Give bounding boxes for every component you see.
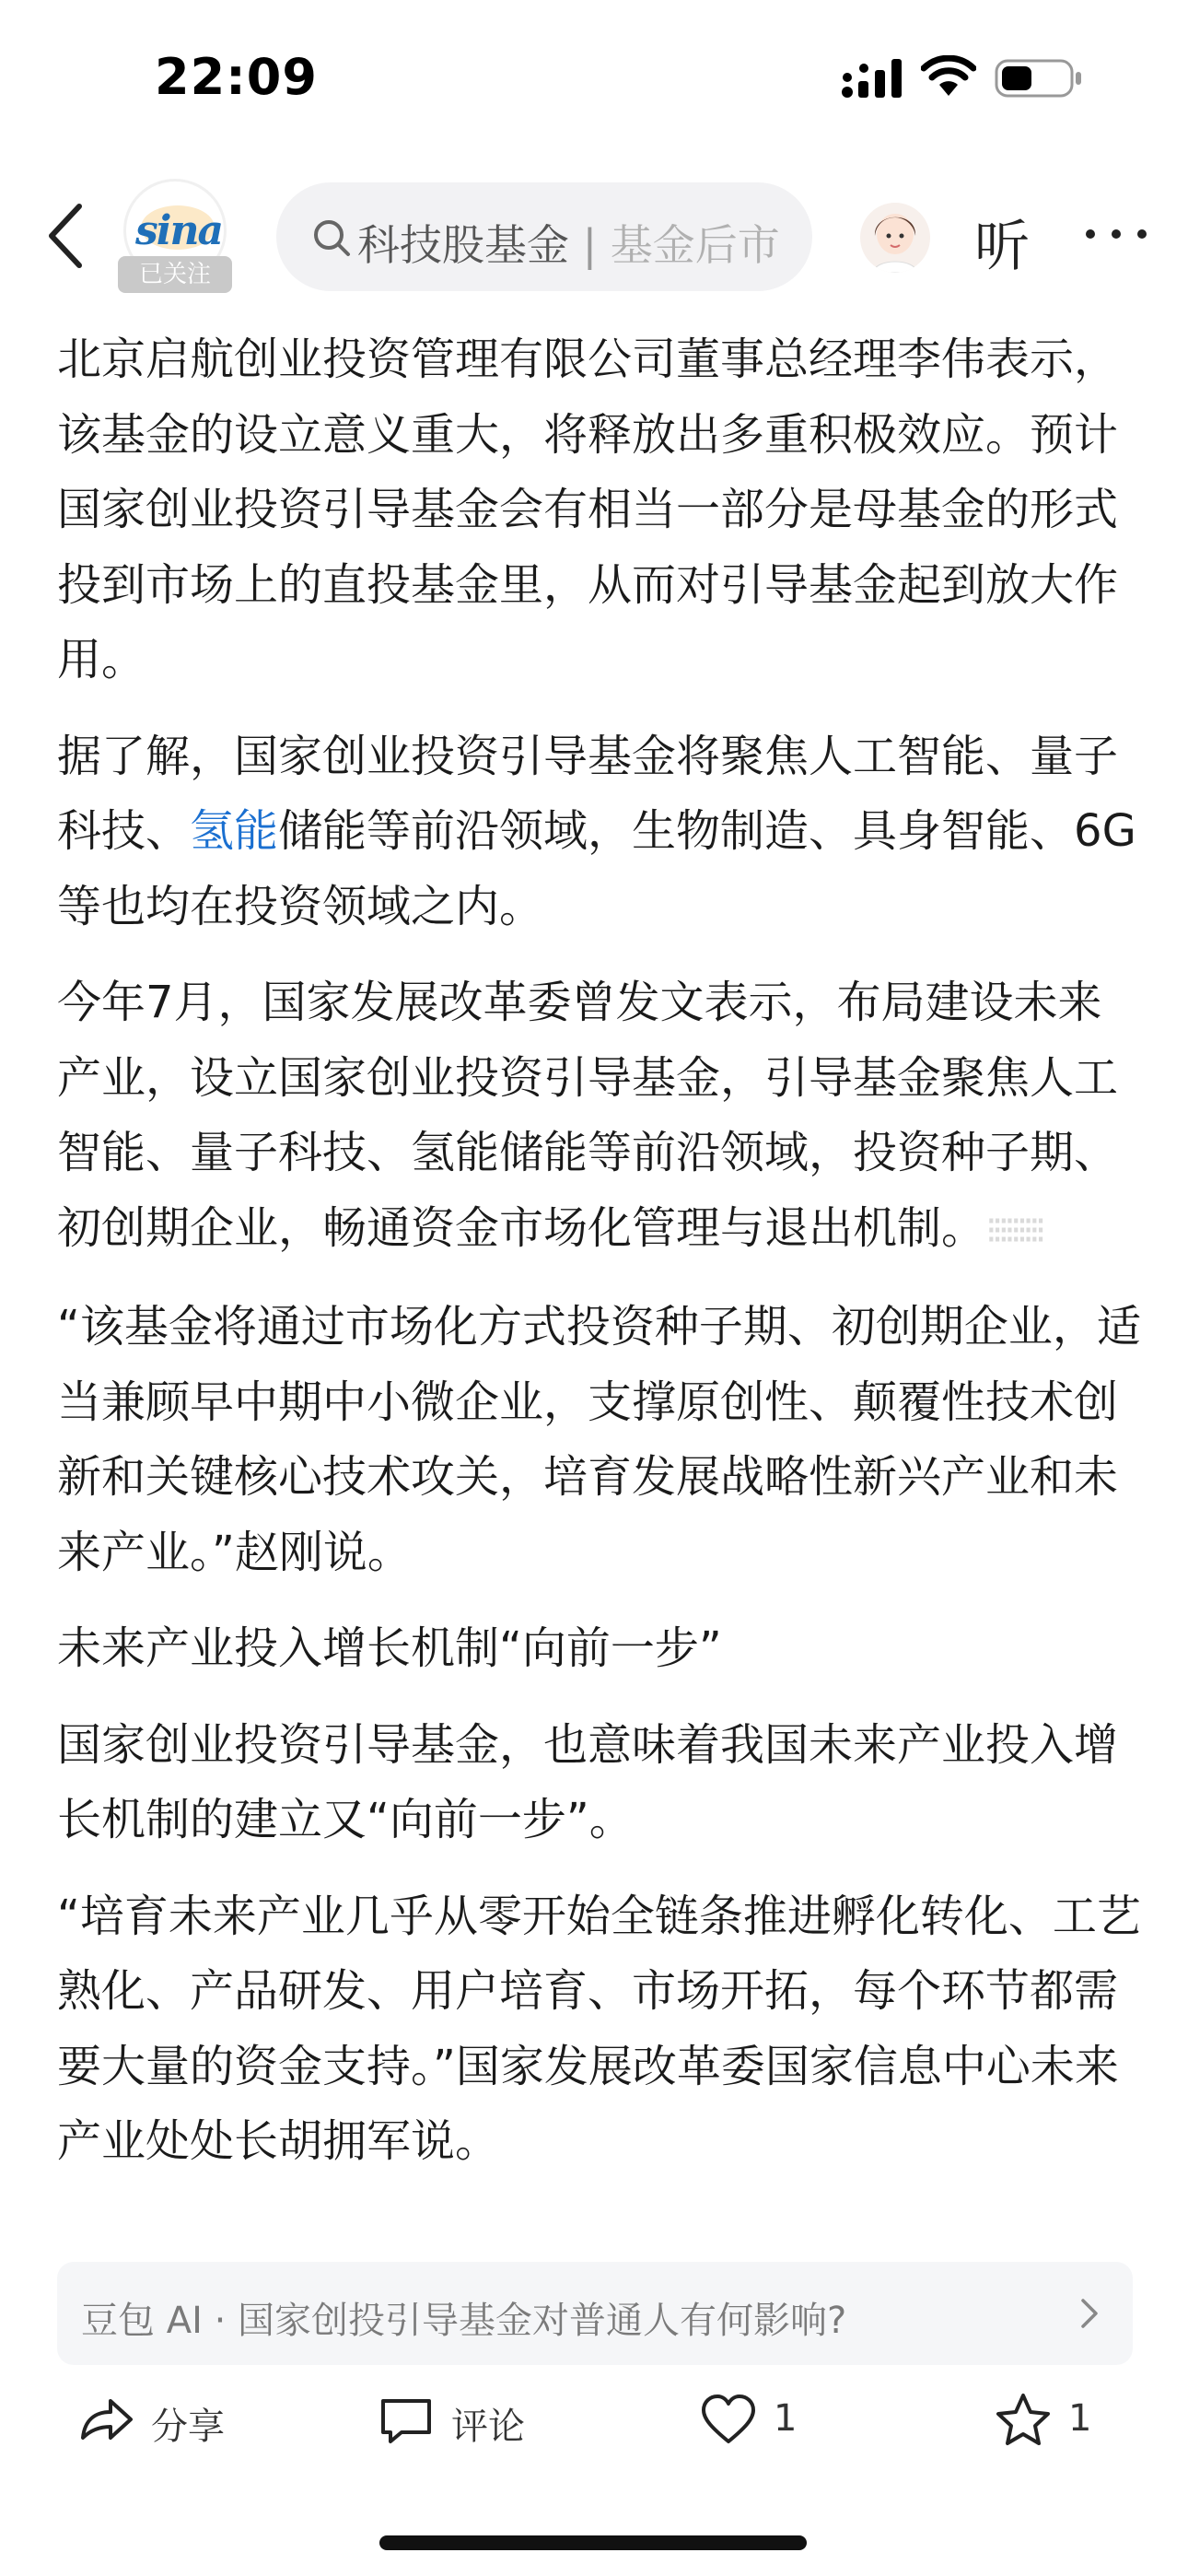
article-paragraph: 北京启航创业投资管理有限公司董事总经理李伟表示，该基金的设立意义重大，将释放出多重积极效应。预计国家创业投资引导基金会有相当一部分是母基金的形式投到市场上的直投基金里，从而对引导基金起到放大作用。 xyxy=(57,334,1119,685)
ai-suggestion-text: 豆包 AI · 国家创投引导基金对普通人有何影响? xyxy=(81,2300,847,2342)
article-paragraph xyxy=(57,720,1144,945)
wifi-icon xyxy=(921,55,976,98)
status-bar xyxy=(0,0,1188,157)
article-body xyxy=(57,322,1144,2201)
like-button[interactable] xyxy=(700,2392,829,2456)
sina-logo-text: sina xyxy=(135,207,222,254)
share-icon xyxy=(77,2392,134,2449)
article-paragraph: “该基金将通过市场化方式投资种子期、初创期企业，适当兼顾早中期中小微企业，支撑原创性、颠覆性技术创新和关键核心技术攻关，培育发展战略性新兴产业和未来产业。”赵刚说。 xyxy=(57,1301,1141,1578)
chevron-right-icon xyxy=(1072,2295,1105,2332)
watermark: ⁝⁝⁝⁝⁝⁝⁝⁝⁝ xyxy=(985,1209,1042,1252)
back-button[interactable] xyxy=(41,199,96,273)
status-time: 22:09 xyxy=(155,48,318,106)
article-subheading: 未来产业投入增长机制“向前一步” xyxy=(57,1622,722,1674)
more-dots-icon[interactable] xyxy=(1079,203,1153,267)
account-avatar[interactable] xyxy=(118,179,232,293)
search-input[interactable] xyxy=(276,182,812,291)
article-header xyxy=(0,166,1188,304)
paragraph-text: 据了解，国家创业投资引导基金将聚焦人工智能、量子科技、 xyxy=(57,730,1119,857)
article-paragraph xyxy=(57,966,1144,1269)
search-query: 科技股基金 xyxy=(357,220,569,270)
search-query-text xyxy=(357,212,780,273)
search-suggestion: 基金后市 xyxy=(610,220,780,270)
user-avatar[interactable] xyxy=(860,203,930,273)
comment-button[interactable] xyxy=(378,2392,562,2456)
star-icon xyxy=(995,2392,1052,2449)
favorite-count: 1 xyxy=(1068,2397,1092,2440)
bottom-action-bar xyxy=(0,2377,1188,2469)
article-paragraph: 国家创业投资引导基金，也意味着我国未来产业投入增长机制的建立又“向前一步”。 xyxy=(57,1718,1119,1845)
share-button[interactable] xyxy=(77,2392,262,2456)
home-indicator[interactable] xyxy=(379,2535,807,2550)
article-paragraph: “培育未来产业几乎从零开始全链条推进孵化转化、工艺熟化、产品研发、用户培育、市场开拓，每个环节都需要大量的资金支持。”国家发展改革委国家信息中心未来产业处处长胡拥军说。 xyxy=(57,1890,1141,2167)
cellular-signal-icon xyxy=(840,59,904,100)
paragraph-text: 今年7月，国家发展改革委曾发文表示，布局建设未来产业，设立国家创业投资引导基金，引导基金聚焦人工智能、量子科技、氢能储能等前沿领域，投资种子期、初创期企业，畅通资金市场化管理与退出机制。 xyxy=(57,977,1119,1254)
follow-status-badge[interactable]: 已关注 xyxy=(118,256,232,293)
search-separator: | xyxy=(582,220,598,270)
ai-suggestion-bar[interactable] xyxy=(57,2262,1133,2365)
user-avatar-icon xyxy=(860,203,930,273)
comment-icon xyxy=(378,2392,435,2449)
comment-label: 评论 xyxy=(451,2406,525,2448)
like-count: 1 xyxy=(774,2397,798,2440)
search-icon xyxy=(311,217,352,258)
listen-button[interactable]: 听 xyxy=(974,215,1030,279)
battery-icon xyxy=(995,57,1083,100)
heart-icon xyxy=(700,2392,757,2449)
share-label: 分享 xyxy=(151,2406,225,2448)
paragraph-text: 储能等前沿领域，生物制造、具身智能、6G等也均在投资领域之内。 xyxy=(57,805,1136,932)
keyword-link[interactable]: 氢能 xyxy=(190,805,279,857)
favorite-button[interactable] xyxy=(995,2392,1124,2456)
